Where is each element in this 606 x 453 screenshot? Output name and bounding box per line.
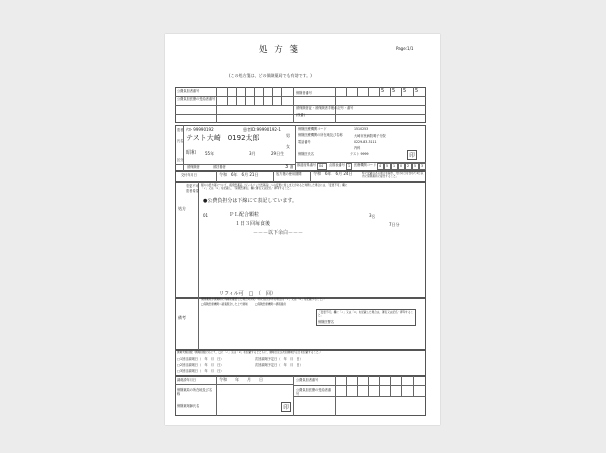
patient-furigana-id: ﾃｽﾄ 99990192 [186,127,214,132]
birth-day: 29日生 [271,151,285,156]
ratio-value: 3 [285,164,289,170]
pref-label: 都道府県番号 [297,163,317,167]
drug-quantity: 3ｇ [369,213,376,218]
inst-code-digit: 3 [421,164,424,168]
clinic-dept: 内科 [354,146,361,150]
category-dependent: 被扶養者 [213,165,226,169]
clinic-code-label: 保険医療機関コード [298,127,327,131]
valid-period-value: 令和 6年 6月 24日 [313,171,353,176]
sex-female: 女 [286,144,290,149]
inst-code-digit: 0 [400,164,403,168]
pharmacist-label: 保険薬剤師氏名 [177,404,200,408]
pref-value: 04 [319,164,324,168]
clinic-phone-value: 0229-83-3111 [354,140,377,144]
insurer-digit: 5 [381,88,385,94]
inst-code-digit: 4 [379,164,382,168]
pharmacy-label: 保険薬局の所在地及び名称 [177,388,213,396]
generic-note: 個々の処方薬について、後発医薬品（ジェネリック医薬品）への変更に差し支えがあると判断した場合には、「変更不可」欄に「✓」又は「×」を記載し、「保険医署名」欄に署名又は記名・押印すること。 [201,184,348,190]
col-change: 変更不可 [186,184,199,188]
inst-code-label: 医療機関コード [354,163,377,167]
drug-name: ＰＬ配合顆粒 [229,212,260,218]
schedule-label: 調剤実施回数（調剤回数に応じて、□に「✓」又は「×」を記載するとともに、調剤日及び次回調剤予定日を記載すること。） [177,351,323,354]
dispense-row-3[interactable]: □3回目調剤日（ 年 月 日） [177,369,224,373]
dispense-date-value: 令和 年 月 日 [219,377,263,382]
insurer-digit: 5 [403,88,407,94]
patient-section-label: 患者 [177,128,184,132]
insurer-digits [335,87,426,96]
clinic-address-label: 保険医療機関の所在地及び名称 [298,133,343,137]
insurer-digit: 5 [392,88,396,94]
doctor-label: 保険医氏名 [298,152,314,156]
doctor-value: テスト 9999 [350,152,369,156]
public-recipient-label: 公費負担医療の受給者番号 [177,97,216,101]
dispense-row-1[interactable]: □1回目調剤日（ 年 月 日） [177,357,224,361]
inst-code-digit: 2 [407,164,410,168]
col-patient: 患者希望 [186,189,199,193]
valid-period-note: 特に記載のある場合を除き、交付の日を含めて4日以内に保険薬局に提出すること。 [362,172,424,178]
signature-note: 「変更不可」欄に「✓」又は「×」を記載した場合は、署名又は記名・押印すること。 [318,311,414,317]
pharmacist-seal: 印 [281,402,291,412]
patient-name: テスト大崎 0192太郎 [186,134,260,142]
patient-id: 患者ID:99990192-1 [243,127,281,132]
birth-year: 55年 [205,151,215,156]
pharmacy-note: 保険薬局が調剤時に残薬を確認した場合の対応（特に指示がある場合は「✓」又は「×」を記載すること。） [201,298,326,301]
pharmacy-option-info[interactable]: □保険医療機関へ情報提供 [255,303,286,306]
usage-instructions: １日３回毎食後 [235,221,271,227]
public-payer-label: 公費負担者番号 [177,89,200,93]
prescription-section-label: 処方 [178,206,186,211]
form-title: 処 方 箋 [259,45,300,55]
days-supply: 7日分 [389,222,400,227]
prescription-form [165,34,440,425]
birth-era: 昭和 [186,150,197,156]
issue-date-label: 交付年月日 [181,173,197,177]
next-date-1: 次回調剤予定日（ 年 月 日） [255,357,303,361]
name-label: 氏名 [177,139,184,143]
pharmacy-option-inquiry[interactable]: □保険医療機関へ疑義照会した上で調剤 [201,303,248,306]
dispense-date-label: 調剤済年月日 [177,378,197,382]
page-number: Page:1/1 [396,46,414,51]
next-date-2: 次回調剤予定日（ 年 月 日） [255,363,303,367]
insurer-label: 保険者番号 [296,91,312,95]
point-value: 1 [348,164,351,168]
ratio-unit: 割 [290,165,294,169]
dispense-public-recipient-label: 公費負担医療の受給者番号 [296,388,332,396]
refill-field: リフィル可 □ （ 回） [219,291,276,297]
insurer-digit: 5 [415,88,419,94]
birth-month: 3月 [249,151,256,156]
clinic-address-value: 大崎市民病院鳴子分院 [354,134,386,138]
form-subtitle: (この処方箋は、どの保険薬局でも有効です。) [229,73,312,78]
signature-label: 保険医署名 [318,320,334,324]
inst-code-digit: 5 [386,164,389,168]
clinic-code-value: 1510253 [354,127,369,131]
category-insured: 被保険者 [187,165,200,169]
card-value: (枝番) [296,113,305,117]
inst-code-digit: 1 [393,164,396,168]
dispense-public-payer-label: 公費負担者番号 [296,378,319,382]
end-mark: －－－以下余白－－－ [253,230,304,236]
doctor-seal: 印 [407,150,417,160]
institution-code-row [295,162,426,171]
category-label: 区分 [177,158,184,162]
public-note: ●公費負担分は下線にて表記しています。 [203,198,297,204]
valid-period-label: 処方箋の使用期間 [276,172,302,176]
rp-number: 01 [203,213,209,218]
dispense-row-2[interactable]: □2回目調剤日（ 年 月 日） [177,363,224,367]
clinic-phone-label: 電話番号 [298,140,311,144]
public-number-cells [218,87,292,105]
sex-male: 男 [286,133,290,138]
remarks-section-label: 備考 [178,315,186,320]
card-label: 被保険者証・被保険者手帳の記号・番号 [296,106,354,110]
inst-code-digit: 5 [414,164,417,168]
dispense-number-cells [335,376,426,396]
issue-date-value: 令和 6年 6月 21日 [219,172,259,177]
point-label: 点数表番号 [329,163,345,167]
